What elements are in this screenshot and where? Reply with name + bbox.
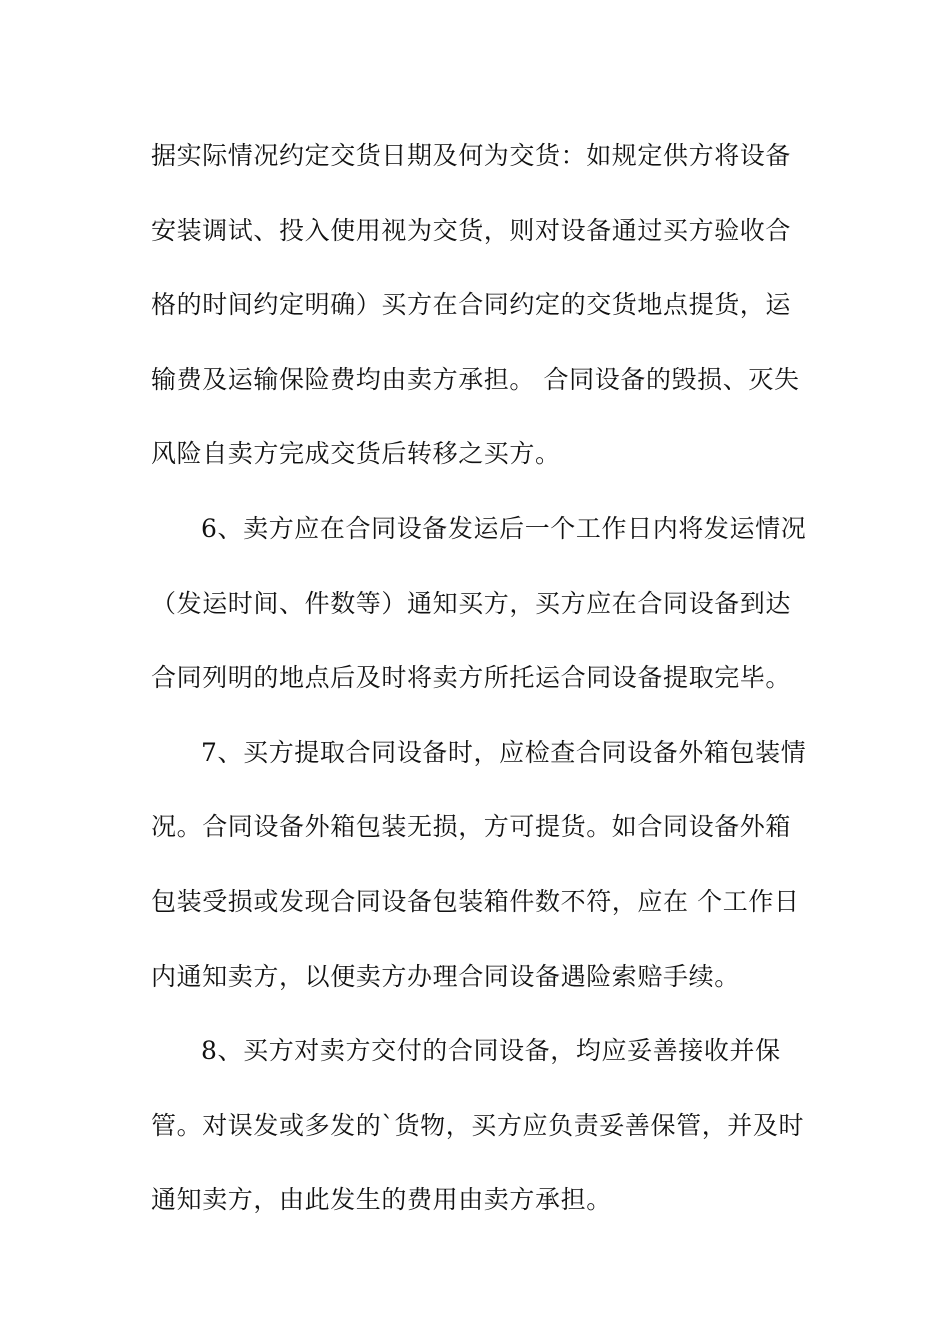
clause-7-line: 7、买方提取合同设备时，应检查合同设备外箱包装情 (201, 737, 807, 767)
text-line: 管。对误发或多发的`货物，买方应负责妥善保管，并及时 (151, 1110, 805, 1140)
text-line: 据实际情况约定交货日期及何为交货：如规定供方将设备 (151, 141, 792, 170)
text-line: 包装受损或发现合同设备包装箱件数不符，应在 个工作日 (151, 886, 800, 916)
text-line: 输费及运输保险费均由卖方承担。 合同设备的毁损、灭失 (151, 364, 800, 394)
text-line: 格的时间约定明确）买方在合同约定的交货地点提货，运 (151, 290, 792, 320)
text-line: 内通知卖方，以便卖方办理合同设备遇险索赔手续。 (151, 961, 740, 991)
text-line: 通知卖方，由此发生的费用由卖方承担。 (151, 1185, 612, 1215)
text-line: 合同列明的地点后及时将卖方所托运合同设备提取完毕。 (151, 663, 792, 693)
text-line: 风险自卖方完成交货后转移之买方。 (151, 439, 561, 469)
text-line: 况。合同设备外箱包装无损，方可提货。如合同设备外箱 (151, 812, 792, 842)
text-line: 安装调试、投入使用视为交货，则对设备通过买方验收合 (151, 215, 792, 245)
clause-8-line: 8、买方对卖方交付的合同设备，均应妥善接收并保 (201, 1036, 781, 1066)
text-line: （发运时间、件数等）通知买方，买方应在合同设备到达 (151, 588, 792, 618)
clause-6-line: 6、卖方应在合同设备发运后一个工作日内将发运情况 (201, 513, 807, 543)
document-body (151, 126, 811, 1245)
